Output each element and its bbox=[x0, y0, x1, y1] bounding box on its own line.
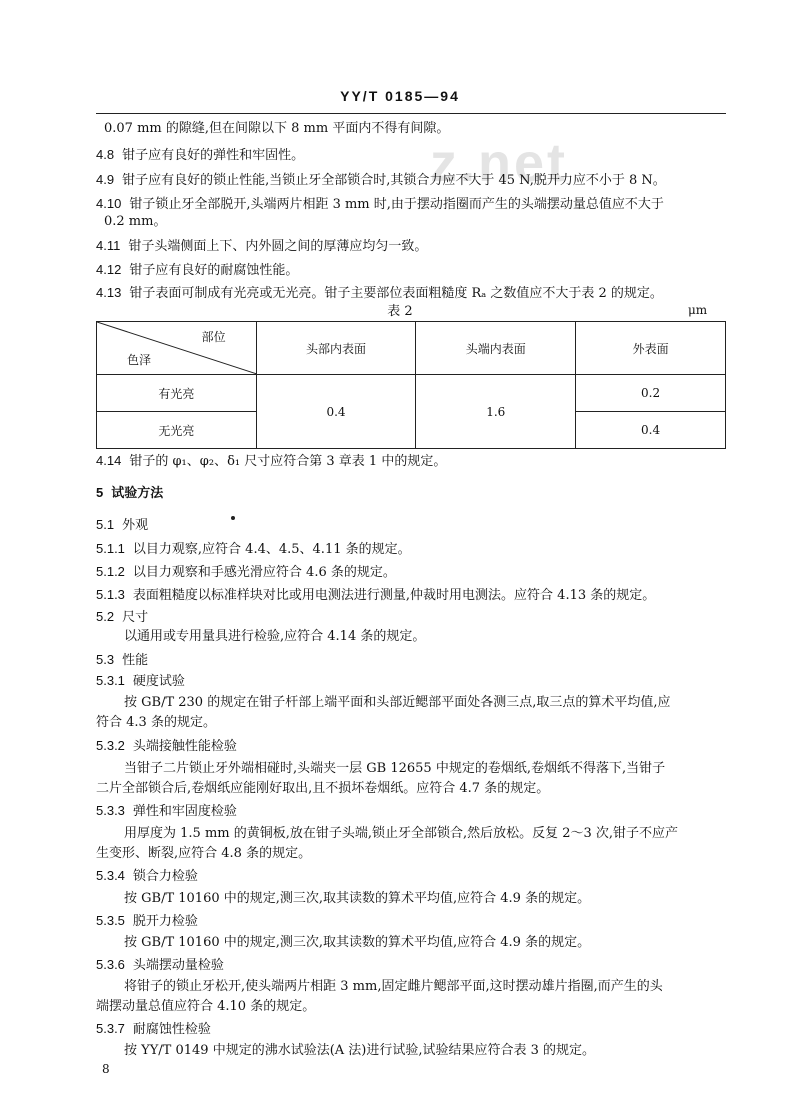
table-corner-header bbox=[97, 322, 257, 375]
clause-5-3-5: 5.3.5 脱开力检验 bbox=[96, 913, 198, 929]
text-line: 将钳子的锁止牙松开,使头端两片相距 3 mm,固定雌片鳃部平面,这时摆动雄片指圈,而产生的头 bbox=[124, 979, 663, 994]
text-line: 二片全部锁合后,卷烟纸应能刚好取出,且不损坏卷烟纸。应符合 4.7 条的规定。 bbox=[96, 781, 550, 796]
doc-code-header: YY/T 0185—94 bbox=[340, 88, 460, 104]
row-label: 有光亮 bbox=[97, 375, 257, 412]
roughness-table bbox=[96, 321, 726, 449]
text-line: 按 YY/T 0149 中规定的沸水试验法(A 法)进行试验,试验结果应符合表 3 的规定。 bbox=[124, 1043, 596, 1058]
col-header: 外表面 bbox=[576, 322, 726, 375]
clause-5-3-4: 5.3.4 锁合力检验 bbox=[96, 868, 198, 884]
diagonal-line bbox=[97, 322, 257, 374]
text-line: 按 GB/T 10160 中的规定,测三次,取其读数的算术平均值,应符合 4.9 条的规定。 bbox=[124, 935, 591, 950]
clause-5-3-1: 5.3.1 硬度试验 bbox=[96, 673, 185, 689]
text-line: 端摆动量总值应符合 4.10 条的规定。 bbox=[96, 999, 316, 1014]
clause-4-12: 4.12 钳子应有良好的耐腐蚀性能。 bbox=[96, 262, 299, 278]
text-line: 当钳子二片锁止牙外端相碰时,头端夹一层 GB 12655 中规定的卷烟纸,卷烟纸不得落下,当钳子 bbox=[124, 761, 666, 776]
text-line: 以通用或专用量具进行检验,应符合 4.14 条的规定。 bbox=[124, 629, 426, 644]
clause-5-3-2: 5.3.2 头端接触性能检验 bbox=[96, 738, 237, 754]
text-line: 用厚度为 1.5 mm 的黄铜板,放在钳子头端,锁止牙全部锁合,然后放松。反复 2～3 次,钳子不应产 bbox=[124, 826, 679, 841]
clause-4-13: 4.13 钳子表面可制成有光亮或无光亮。钳子主要部位表面粗糙度 Rₐ 之数值应不大于表 2 的规定。 bbox=[96, 285, 663, 301]
header-finish-label: 色泽 bbox=[127, 353, 152, 367]
text-line: 按 GB/T 230 的规定在钳子杆部上端平面和头部近鳃部平面处各测三点,取三点的算术平均值,应 bbox=[124, 695, 671, 710]
text-line: 生变形、断裂,应符合 4.8 条的规定。 bbox=[96, 846, 312, 861]
text-line: 0.07 mm 的隙缝,但在间隙以下 8 mm 平面内不得有间隙。 bbox=[104, 121, 450, 136]
clause-5-1-1: 5.1.1 以目力观察,应符合 4.4、4.5、4.11 条的规定。 bbox=[96, 541, 411, 557]
clause-5-3-7: 5.3.7 耐腐蚀性检验 bbox=[96, 1021, 211, 1037]
watermark: z.net bbox=[430, 133, 569, 193]
text-line: 按 GB/T 10160 中的规定,测三次,取其读数的算术平均值,应符合 4.9 条的规定。 bbox=[124, 891, 591, 906]
section-heading: 5 试验方法 bbox=[96, 485, 164, 501]
clause-4-9: 4.9 钳子应有良好的锁止性能,当锁止牙全部锁合时,其锁合力应不大于 45 N,脱开力应不小于 8 N。 bbox=[96, 172, 666, 188]
table-caption: 表 2 bbox=[387, 304, 413, 319]
table-cell: 1.6 bbox=[416, 375, 576, 449]
page-number: 8 bbox=[102, 1062, 110, 1076]
text-line: 符合 4.3 条的规定。 bbox=[96, 715, 216, 730]
table-cell: 0.4 bbox=[256, 375, 416, 449]
table-cell: 0.4 bbox=[576, 412, 726, 449]
clause-4-11: 4.11 钳子头端侧面上下、内外圆之间的厚薄应均匀一致。 bbox=[96, 238, 428, 254]
header-position-label: 部位 bbox=[201, 330, 226, 344]
col-header: 头端内表面 bbox=[416, 322, 576, 375]
row-label: 无光亮 bbox=[97, 412, 257, 449]
clause-4-14: 4.14 钳子的 φ₁、φ₂、δ₁ 尺寸应符合第 3 章表 1 中的规定。 bbox=[96, 453, 447, 469]
clause-5-1-2: 5.1.2 以目力观察和手感光滑应符合 4.6 条的规定。 bbox=[96, 564, 396, 580]
clause-5-3: 5.3 性能 bbox=[96, 652, 149, 668]
clause-5-3-6: 5.3.6 头端摆动量检验 bbox=[96, 957, 224, 973]
clause-5-2: 5.2 尺寸 bbox=[96, 609, 149, 625]
clause-4-10: 4.10 钳子锁止牙全部脱开,头端两片相距 3 mm 时,由于摆动指圈而产生的头端摆动量总值应不大于 bbox=[96, 196, 664, 212]
clause-5-3-3: 5.3.3 弹性和牢固度检验 bbox=[96, 803, 237, 819]
header-rule bbox=[96, 113, 726, 114]
table-unit: μm bbox=[688, 303, 708, 317]
clause-4-8: 4.8 钳子应有良好的弹性和牢固性。 bbox=[96, 147, 305, 163]
clause-5-1-3: 5.1.3 表面粗糙度以标准样块对比或用电测法进行测量,仲裁时用电测法。应符合 4.13 条的规定。 bbox=[96, 587, 656, 603]
table-cell: 0.2 bbox=[576, 375, 726, 412]
col-header: 头部内表面 bbox=[256, 322, 416, 375]
text-line: 0.2 mm。 bbox=[104, 214, 167, 229]
stray-mark bbox=[231, 516, 235, 520]
clause-5-1: 5.1 外观 bbox=[96, 517, 149, 533]
